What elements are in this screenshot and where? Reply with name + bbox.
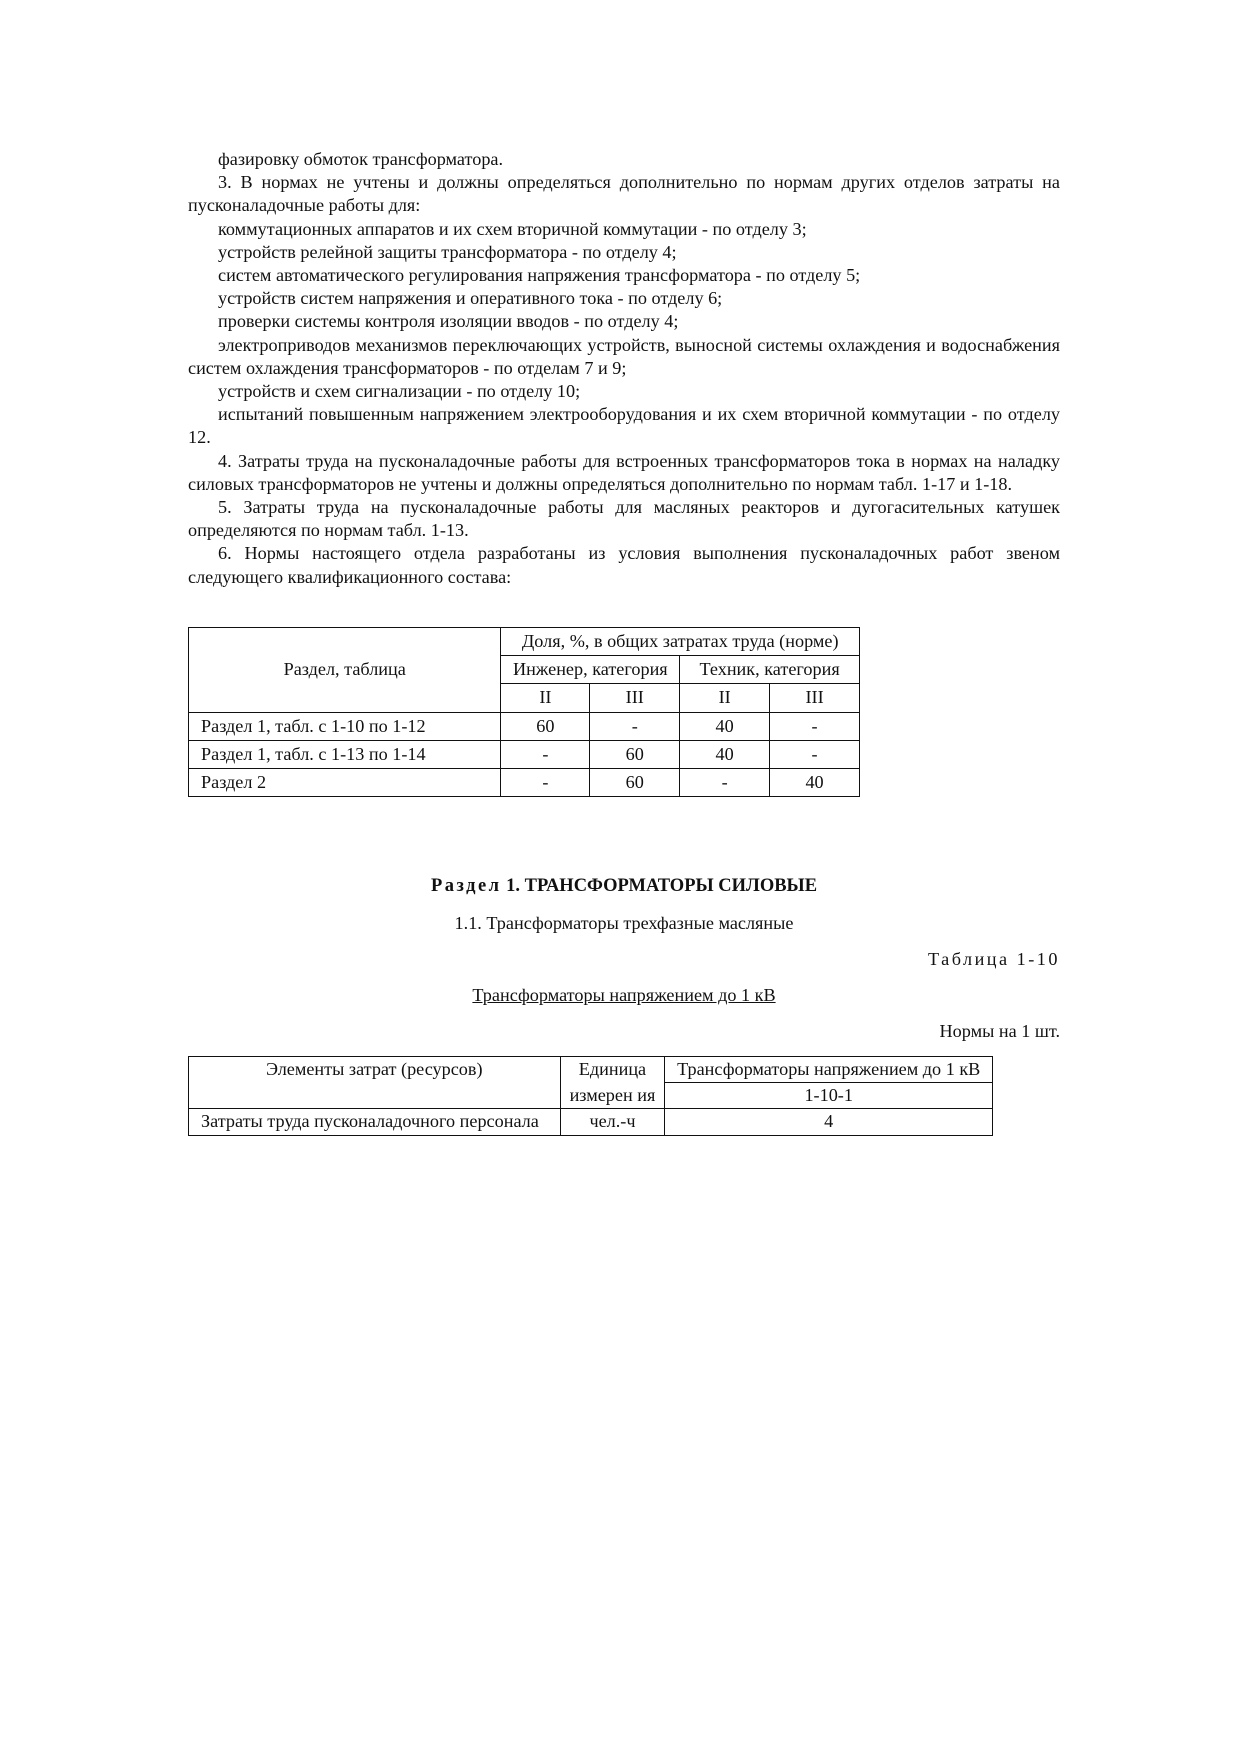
table-number: Таблица 1-10 [927,949,1060,969]
cell: 60 [501,712,590,740]
row-value: 4 [665,1109,993,1135]
cell: - [501,769,590,797]
header-group: Трансформаторы напряжением до 1 кВ [665,1057,993,1083]
section-title [188,876,1060,897]
row-name: Раздел 2 [189,769,501,797]
row-name: Раздел 1, табл. с 1-13 по 1-14 [189,740,501,768]
paragraph: проверки системы контроля изоляции вводов - по отделу 4; [218,311,679,332]
header-share: Доля, %, в общих затратах труда (норме) [501,628,860,656]
header-elements: Элементы затрат (ресурсов) [189,1057,561,1083]
paragraph: 5. Затраты труда на пусконаладочные работы для масляных реакторов и дугогасительных катушек определяются по нормам табл. 1-13. [188,497,1060,541]
header-category-iii: III [590,684,680,712]
paragraph: коммутационных аппаратов и их схем вторичной коммутации - по отделу 3; [218,218,807,239]
cell: - [770,712,860,740]
header-engineer: Инженер, категория [501,656,680,684]
table-row [189,740,860,768]
paragraph: систем автоматического регулирования напряжения трансформатора - по отделу 5; [218,265,861,286]
table-title: Трансформаторы напряжением до 1 кВ [472,985,776,1005]
row-unit: чел.-ч [560,1109,665,1135]
cell: - [501,740,590,768]
cell: - [770,740,860,768]
header-technician: Техник, категория [680,656,860,684]
header-section-table: Раздел, таблица [189,628,501,713]
cell: 40 [680,712,770,740]
cost-table [188,1056,993,1136]
header-elements-cont [189,1083,561,1109]
paragraph: устройств и схем сигнализации - по отделу 10; [218,381,581,402]
header-category-iii: III [770,684,860,712]
row-name: Раздел 1, табл. с 1-10 по 1-12 [189,712,501,740]
table-row [189,769,860,797]
cell: - [680,769,770,797]
row-name: Затраты труда пусконаладочного персонала [189,1109,561,1135]
header-unit-cont: измерен ия [560,1083,665,1109]
body-text [188,148,1060,589]
table-row [189,712,860,740]
section-title-text: 1. ТРАНСФОРМАТОРЫ СИЛОВЫЕ [501,876,818,896]
cell: 40 [680,740,770,768]
norms-note: Нормы на 1 шт. [939,1021,1060,1041]
table-row [189,1109,993,1135]
cell: 40 [770,769,860,797]
paragraph: устройств релейной защиты трансформатора - по отделу 4; [218,241,677,262]
section-prefix: Раздел [430,876,502,896]
paragraph: 6. Нормы настоящего отдела разработаны из условия выполнения пусконаладочных работ звеном следующего квалификационного состава: [188,543,1060,587]
paragraph: 4. Затраты труда на пусконаладочные работы для встроенных трансформаторов тока в нормах на наладку силовых трансформаторов не учтены и должны определяться дополнительно по нормам табл. 1-17 и 1-18. [188,450,1060,494]
header-category-ii: II [680,684,770,712]
subsection-title: 1.1. Трансформаторы трехфазные масляные [454,913,794,933]
header-code: 1-10-1 [665,1083,993,1109]
paragraph: 3. В нормах не учтены и должны определяться дополнительно по нормам других отделов затраты на пусконаладочные работы для: [188,172,1060,216]
header-unit: Единица [560,1057,665,1083]
header-category-ii: II [501,684,590,712]
paragraph: устройств систем напряжения и оперативного тока - по отделу 6; [218,288,723,309]
cell: - [590,712,680,740]
cell: 60 [590,740,680,768]
paragraph: электроприводов механизмов переключающих устройств, выносной системы охлаждения и водоснабжения систем охлаждения трансформаторов - по отделам 7 и 9; [188,334,1060,378]
paragraph: испытаний повышенным напряжением электрооборудования и их схем вторичной коммутации - по отделу 12. [188,404,1060,448]
qualification-table [188,627,860,797]
cell: 60 [590,769,680,797]
paragraph: фазировку обмоток трансформатора. [218,149,504,169]
